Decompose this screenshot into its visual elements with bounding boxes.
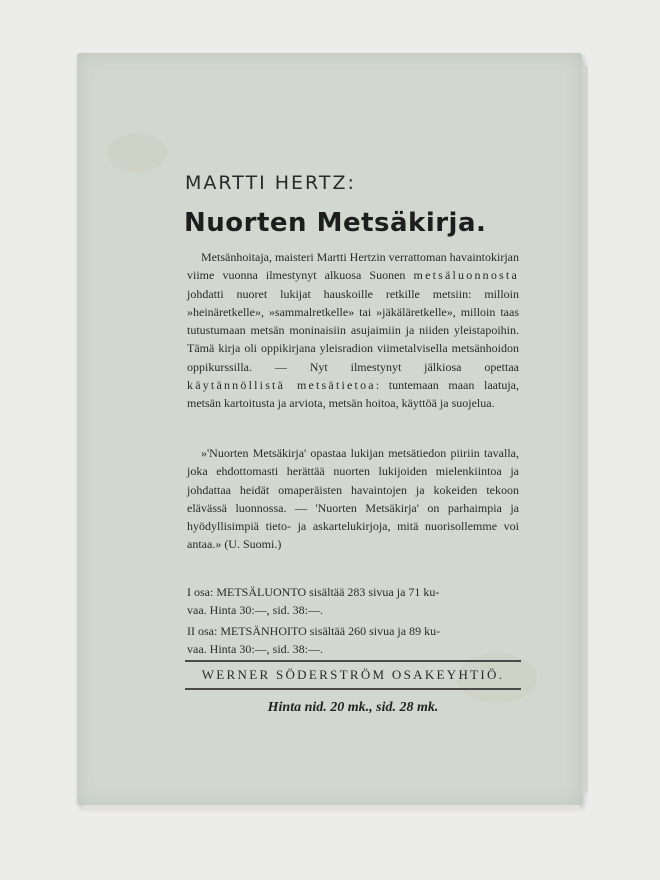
description-emphasis: käytännöllistä metsätietoa	[187, 378, 376, 393]
bottom-edge	[83, 805, 580, 811]
price-line: Hinta nid. 20 mk., sid. 28 mk.	[267, 700, 439, 715]
volume-2-info	[187, 622, 519, 659]
page-edge	[582, 65, 588, 793]
book-title: Nuorten Metsäkirja.	[184, 208, 487, 238]
volume-1-line-1: I osa: METSÄLUONTO sisältää 283 sivua ja 71 ku-	[187, 585, 440, 599]
paper-stain	[107, 133, 167, 173]
volume-1-line-2: vaa. Hinta 30:—, sid. 38:—.	[187, 603, 323, 618]
description-paragraph-1	[187, 248, 519, 413]
book-back-cover	[77, 53, 582, 805]
description-emphasis: metsäluonnosta	[413, 268, 519, 283]
description-text: Metsänhoitaja, maisteri Martti Hertzin verrattoman havaintokirjan viime vuonna ilmestynyt alkuosa Suonen	[187, 250, 519, 283]
review-quote: »'Nuorten Metsäkirja' opastaa lukijan metsätiedon piiriin tavalla, joka ehdottomasti herättää nuorten lukijoiden mielenkiintoa ja johdattaa heidät omaperäisten havaintojen ja kokeiden tekoon elävässä luonnossa. — 'Nuorten Metsäkirja' on parhaimpia ja hyödyllisimpiä tieto- ja askartelukirjoja, mitä nuorisollemme voi antaa.» (U. Suomi.)	[187, 446, 519, 552]
volume-1-info	[187, 583, 519, 620]
description-text: : tuntemaan maan laatuja, metsän kartoitusta ja arviota, metsän hoitoa, käyttöä ja suojelua.	[187, 378, 520, 411]
description-paragraph-2	[187, 444, 519, 554]
volume-2-line-1: II osa: METSÄNHOITO sisältää 260 sivua ja 89 ku-	[187, 624, 441, 638]
description-text: johdatti nuoret lukijat hauskoille retkille metsiin: milloin »heinäretkelle», »sammalretkelle» tai »jäkäläretkelle», milloin taas tutustumaan metsän moninaisiin asujaimiin ja niiden yleistapoihin. Tämä kirja oli oppikirjana yleisradion viimetalvisella metsänhoidon oppikurssilla. — Nyt ilmestynyt jälkiosa opettaa	[187, 286, 519, 374]
volume-2-line-2: vaa. Hinta 30:—, sid. 38:—.	[187, 642, 323, 657]
publisher-name: WERNER SÖDERSTRÖM OSAKEYHTIÖ.	[185, 660, 521, 690]
author-heading: MARTTI HERTZ:	[185, 172, 356, 194]
